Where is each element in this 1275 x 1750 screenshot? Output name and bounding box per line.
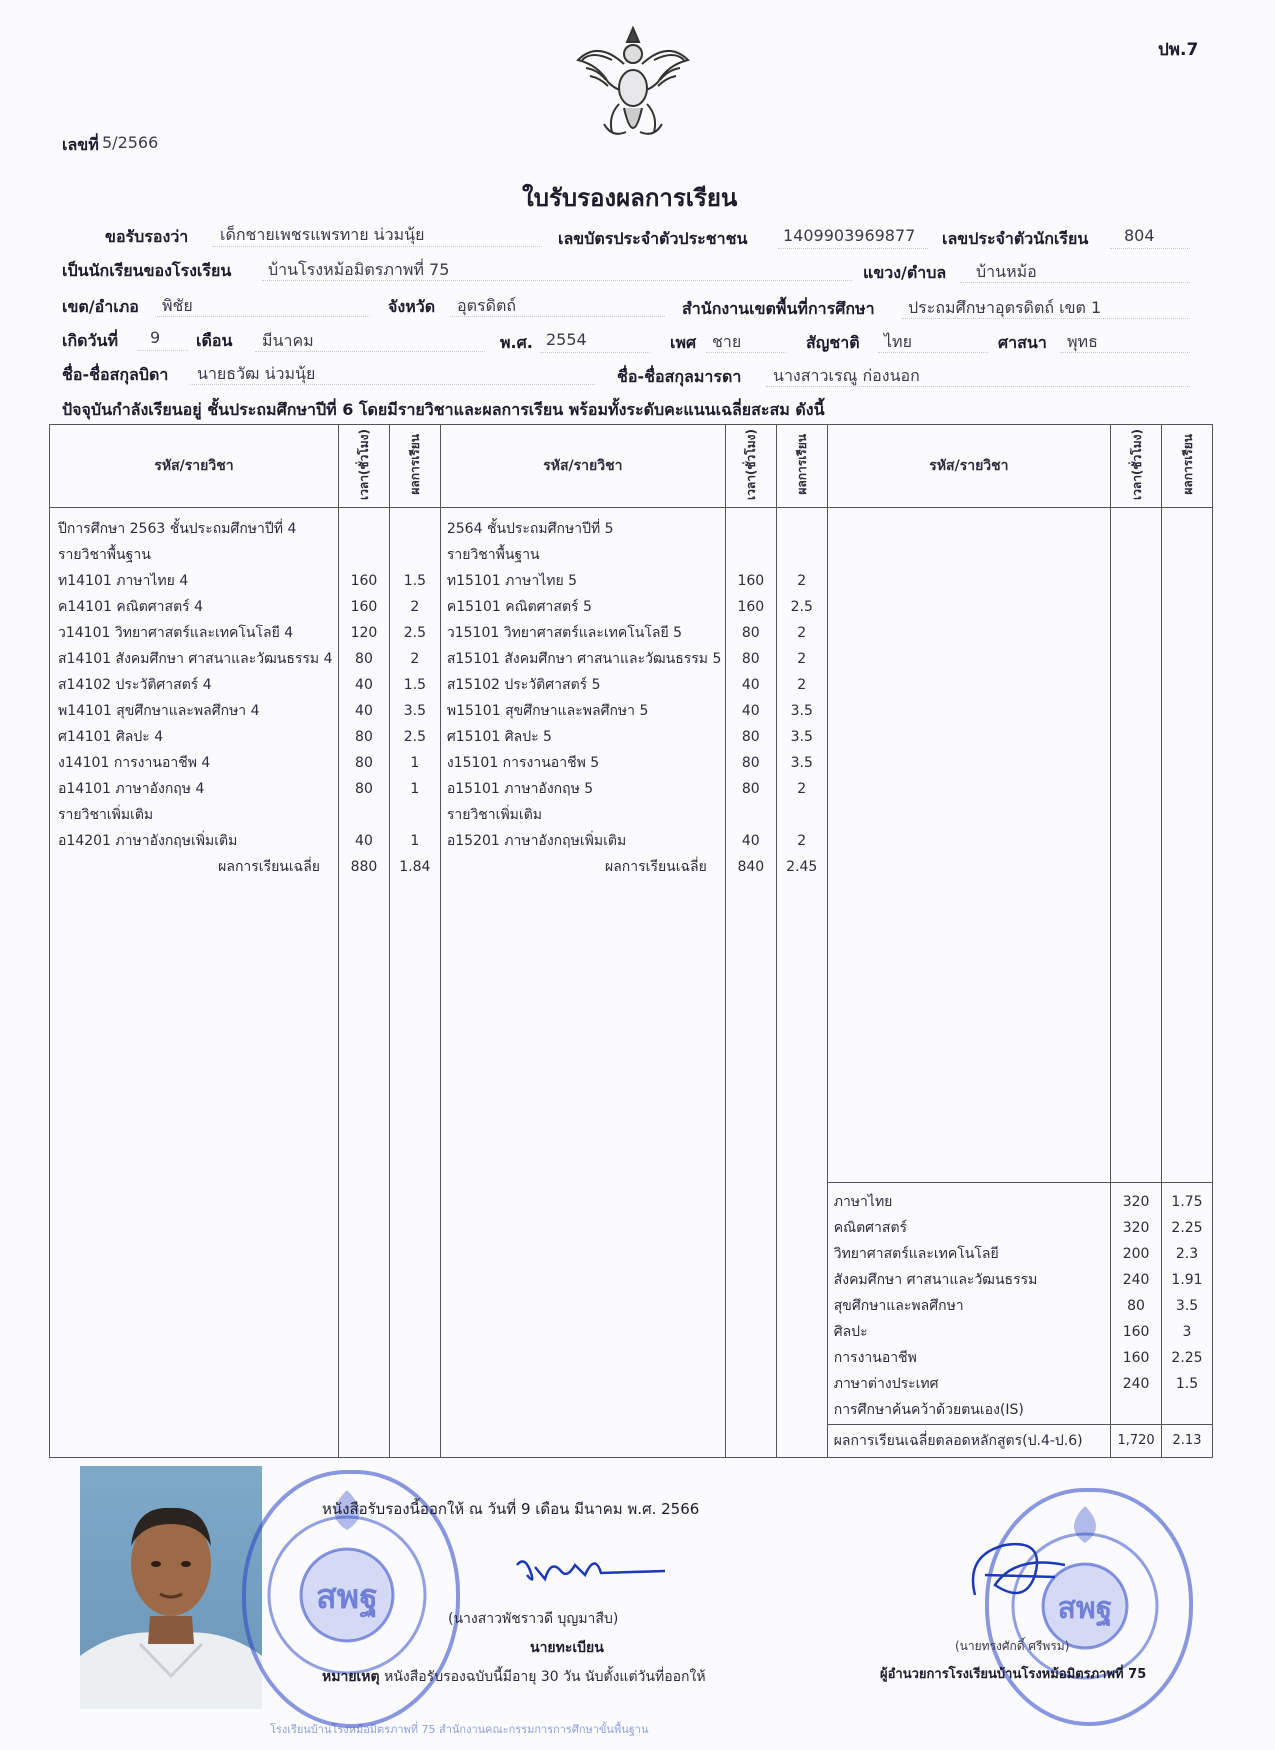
table-row: ท14101 ภาษาไทย 4 <box>58 573 189 589</box>
doc-number: 5/2566 <box>102 133 159 152</box>
summary-subject-column <box>827 508 1110 1458</box>
nationality-label: สัญชาติ <box>806 333 860 352</box>
table-row: อ14201 ภาษาอังกฤษเพิ่มเติม <box>58 833 238 849</box>
district-label: เขต/อำเภอ <box>62 297 139 316</box>
year5-subject-column <box>440 508 725 1458</box>
year4-hours-column <box>338 508 389 1458</box>
seal-caption: โรงเรียนบ้านโรงหม้อมิตรภาพที่ 75 สำนักงานคณะกรรมการการศึกษาขั้นพื้นฐาน <box>270 1723 649 1736</box>
summary-hours-column <box>1111 508 1162 1458</box>
table-row: ศ14101 ศิลปะ 4 <box>58 729 164 745</box>
hours-cell: 160 <box>737 573 765 589</box>
year4-basic-label: รายวิชาพื้นฐาน <box>58 547 151 563</box>
grade-cell: 2 <box>797 651 807 667</box>
summary-row: ภาษาไทย <box>833 1194 893 1210</box>
father-name: นายธวัฒ น่วมนุ้ย <box>197 364 316 383</box>
office-label: สำนักงานเขตพื้นที่การศึกษา <box>682 299 875 318</box>
issued-statement: หนังสือรับรองนี้ออกให้ ณ วันที่ 9 เดือน มีนาคม พ.ศ. 2566 <box>322 1500 700 1518</box>
grade-cell: 3.5 <box>790 729 813 745</box>
table-row: พ14101 สุขศึกษาและพลศึกษา 4 <box>58 703 260 719</box>
hours-cell: 160 <box>737 599 765 615</box>
summary-row: ศิลปะ <box>833 1324 868 1340</box>
director-title: ผู้อำนวยการโรงเรียนบ้านโรงหม้อมิตรภาพที่ 75 <box>880 1667 1147 1682</box>
grade-cell: 1 <box>410 833 420 849</box>
hours-cell: 80 <box>355 755 373 771</box>
year4-grade-column <box>389 508 440 1458</box>
grade-cell: 2.5 <box>403 625 427 641</box>
year5-total-hours: 840 <box>737 859 765 875</box>
table-row: อ15101 ภาษาอังกฤษ 5 <box>446 781 594 797</box>
grade-header: ผลการเรียน <box>776 425 827 508</box>
grade-cell: 1 <box>410 781 420 797</box>
grades-table <box>49 424 1213 1458</box>
hours-cell <box>1111 1397 1161 1423</box>
hours-cell: 80 <box>741 651 760 667</box>
table-row: ท15101 ภาษาไทย 5 <box>446 573 578 589</box>
seal-monogram: สพฐ <box>316 1577 378 1617</box>
grade-cell: 2 <box>797 573 807 589</box>
grade-cell: 2.25 <box>1171 1220 1203 1236</box>
year4-heading: ปีการศึกษา 2563 ชั้นประถมศึกษาปีที่ 4 <box>58 521 297 537</box>
overall-average-label: ผลการเรียนเฉลี่ยตลอดหลักสูตร(ป.4-ป.6) <box>828 1424 1110 1457</box>
office: ประถมศึกษาอุตรดิตถ์ เขต 1 <box>908 298 1102 317</box>
nationality: ไทย <box>884 332 912 351</box>
grade-cell: 1 <box>410 755 420 771</box>
subject-header: รหัส/รายวิชา <box>440 425 725 508</box>
grade-cell: 3.5 <box>1175 1298 1199 1314</box>
note-label: หมายเหตุ <box>322 1669 380 1685</box>
table-row: ง14101 การงานอาชีพ 4 <box>58 755 211 771</box>
hours-cell: 80 <box>355 729 373 745</box>
hours-cell: 120 <box>350 625 378 641</box>
sex-label: เพศ <box>670 333 697 352</box>
district: พิชัย <box>162 296 193 315</box>
subject-header: รหัส/รายวิชา <box>50 425 339 508</box>
grade-cell: 2 <box>797 625 807 641</box>
table-body-row <box>50 508 1213 1458</box>
grade-cell: 1.5 <box>403 677 427 693</box>
student-no-label: เลขประจำตัวนักเรียน <box>942 229 1089 248</box>
form-code: ปพ.7 <box>1158 40 1199 60</box>
grade-cell: 2 <box>797 833 807 849</box>
note-text: หนังสือรับรองฉบับนี้มีอายุ 30 วัน นับตั้งแต่วันที่ออกให้ <box>384 1669 706 1685</box>
subdistrict: บ้านหม้อ <box>976 262 1037 281</box>
subdistrict-label: แขวง/ตำบล <box>863 263 947 282</box>
year5-hours-column <box>725 508 776 1458</box>
grade-cell: 2.5 <box>403 729 427 745</box>
hours-header: เวลา(ชั่วโมง) <box>1111 425 1162 508</box>
hours-cell: 40 <box>355 833 373 849</box>
certify-label: ขอรับรองว่า <box>105 227 189 246</box>
grade-cell: 3.5 <box>403 703 427 719</box>
summary-row: สังคมศึกษา ศาสนาและวัฒนธรรม <box>833 1272 1038 1288</box>
hours-cell: 160 <box>1122 1350 1150 1366</box>
registrar-signature-icon <box>505 1545 675 1595</box>
hours-header: เวลา(ชั่วโมง) <box>725 425 776 508</box>
hours-cell: 240 <box>1122 1272 1150 1288</box>
mother-name: นางสาวเรณู ก่องนอก <box>773 366 920 385</box>
hours-cell: 160 <box>350 573 378 589</box>
grade-cell: 3.5 <box>790 703 813 719</box>
hours-cell: 80 <box>355 651 373 667</box>
summary-row: การงานอาชีพ <box>833 1350 917 1366</box>
registrar-name: (นางสาวพัชราวดี บุญมาสืบ) <box>448 1611 619 1627</box>
hours-cell: 80 <box>741 781 760 797</box>
table-row: ส15102 ประวัติศาสตร์ 5 <box>446 677 601 693</box>
table-row: ค15101 คณิตศาสตร์ 5 <box>446 599 592 615</box>
grade-cell: 2 <box>797 677 807 693</box>
student-no: 804 <box>1124 226 1155 245</box>
grade-cell: 2.25 <box>1171 1350 1203 1366</box>
hours-cell: 200 <box>1122 1246 1150 1262</box>
student-name: เด็กชายเพชรแพรทาย น่วมนุ้ย <box>220 225 425 244</box>
document-title: ใบรับรองผลการเรียน <box>522 184 738 212</box>
school-label: เป็นนักเรียนของโรงเรียน <box>62 261 232 280</box>
birth-day-label: เกิดวันที่ <box>62 331 119 350</box>
director-signature-icon <box>955 1525 1085 1615</box>
table-row: ค14101 คณิตศาสตร์ 4 <box>58 599 204 615</box>
mother-label: ชื่อ-ชื่อสกุลมารดา <box>617 367 742 386</box>
year4-average-grade: 1.84 <box>399 859 431 875</box>
year5-heading: 2564 ชั้นประถมศึกษาปีที่ 5 <box>446 521 614 537</box>
overall-average-grade: 2.13 <box>1162 1424 1212 1457</box>
table-row: ส14101 สังคมศึกษา ศาสนาและวัฒนธรรม 4 <box>58 651 333 667</box>
summary-groups <box>828 1182 1110 1423</box>
table-row: ส15101 สังคมศึกษา ศาสนาและวัฒนธรรม 5 <box>446 651 722 667</box>
table-row: ว15101 วิทยาศาสตร์และเทคโนโลยี 5 <box>446 625 683 641</box>
grade-header: ผลการเรียน <box>389 425 440 508</box>
hours-cell: 160 <box>1122 1324 1150 1340</box>
table-row: ง15101 การงานอาชีพ 5 <box>446 755 600 771</box>
subject-header: รหัส/รายวิชา <box>827 425 1110 508</box>
table-row: ว14101 วิทยาศาสตร์และเทคโนโลยี 4 <box>58 625 294 641</box>
hours-cell: 80 <box>741 729 760 745</box>
hours-cell: 80 <box>741 625 760 641</box>
grade-cell: 2.5 <box>790 599 813 615</box>
table-row: อ15201 ภาษาอังกฤษเพิ่มเติม <box>446 833 627 849</box>
summary-row: การศึกษาค้นคว้าด้วยตนเอง(IS) <box>833 1402 1024 1418</box>
year4-average-label: ผลการเรียนเฉลี่ย <box>218 859 320 875</box>
religion: พุทธ <box>1067 332 1098 351</box>
sex: ชาย <box>712 332 742 351</box>
grade-cell: 3.5 <box>790 755 813 771</box>
grade-cell: 1.91 <box>1171 1272 1203 1288</box>
grade-cell: 2.3 <box>1175 1246 1199 1262</box>
province-label: จังหวัด <box>388 297 436 316</box>
table-header-row <box>50 425 1213 508</box>
summary-row: คณิตศาสตร์ <box>833 1220 908 1236</box>
director-name: (นายทรงศักดิ์ ศรีพรม) <box>955 1639 1070 1653</box>
birth-year: 2554 <box>546 330 587 349</box>
grade-cell: 2 <box>797 781 807 797</box>
hours-cell: 80 <box>1127 1298 1145 1314</box>
grade-cell: 2 <box>410 651 420 667</box>
id-card-label: เลขบัตรประจำตัวประชาชน <box>558 229 748 248</box>
summary-row: สุขศึกษาและพลศึกษา <box>833 1298 964 1314</box>
hours-cell: 320 <box>1122 1220 1150 1236</box>
year5-basic-label: รายวิชาพื้นฐาน <box>446 547 540 563</box>
hours-cell: 160 <box>350 599 378 615</box>
religion-label: ศาสนา <box>998 333 1047 352</box>
summary-grade-column <box>1162 508 1213 1458</box>
birth-month: มีนาคม <box>262 331 314 350</box>
province: อุตรดิตถ์ <box>457 296 517 315</box>
summary-row: ภาษาต่างประเทศ <box>833 1376 939 1392</box>
hours-cell: 40 <box>355 677 373 693</box>
school-name: บ้านโรงหม้อมิตรภาพที่ 75 <box>268 260 450 279</box>
overall-total-hours: 1,720 <box>1111 1424 1161 1457</box>
doc-number-label: เลขที่ <box>62 135 99 154</box>
garuda-emblem-icon <box>568 20 698 150</box>
hours-cell: 40 <box>741 833 760 849</box>
table-row: พ15101 สุขศึกษาและพลศึกษา 5 <box>446 703 649 719</box>
grade-cell: 1.75 <box>1171 1194 1203 1210</box>
year4-total-hours: 880 <box>350 859 378 875</box>
hours-cell: 40 <box>355 703 373 719</box>
hours-cell: 240 <box>1122 1376 1150 1392</box>
birth-year-label: พ.ศ. <box>500 333 533 352</box>
hours-cell: 40 <box>741 677 760 693</box>
birth-month-label: เดือน <box>196 331 233 350</box>
registrar-title: นายทะเบียน <box>530 1640 604 1656</box>
year4-subject-column <box>50 508 339 1458</box>
table-row: ส14102 ประวัติศาสตร์ 4 <box>58 677 212 693</box>
table-row: ศ15101 ศิลปะ 5 <box>446 729 552 745</box>
year5-average-label: ผลการเรียนเฉลี่ย <box>605 859 707 875</box>
grade-cell: 1.5 <box>403 573 427 589</box>
hours-cell: 320 <box>1122 1194 1150 1210</box>
table-row: อ14101 ภาษาอังกฤษ 4 <box>58 781 205 797</box>
hours-cell: 80 <box>355 781 373 797</box>
grade-cell <box>1162 1397 1212 1423</box>
grade-cell: 3 <box>1182 1324 1192 1340</box>
year5-grade-column <box>776 508 827 1458</box>
seal-monogram: สพฐ <box>1057 1591 1113 1626</box>
grade-cell: 1.5 <box>1175 1376 1199 1392</box>
summary-row: วิทยาศาสตร์และเทคโนโลยี <box>833 1246 999 1262</box>
year4-extra-label: รายวิชาเพิ่มเติม <box>58 807 154 823</box>
grade-header: ผลการเรียน <box>1162 425 1213 508</box>
year5-average-grade: 2.45 <box>786 859 818 875</box>
hours-cell: 80 <box>741 755 760 771</box>
birth-day: 9 <box>150 328 161 347</box>
hours-cell: 40 <box>741 703 760 719</box>
validity-note <box>322 1666 706 1688</box>
student-photo <box>80 1466 262 1709</box>
grade-cell: 2 <box>410 599 420 615</box>
father-label: ชื่อ-ชื่อสกุลบิดา <box>62 365 169 384</box>
id-card-number: 1409903969877 <box>783 226 916 245</box>
year5-extra-label: รายวิชาเพิ่มเติม <box>446 807 543 823</box>
enrollment-statement: ปัจจุบันกำลังเรียนอยู่ ชั้นประถมศึกษาปีที่ 6 โดยมีรายวิชาและผลการเรียน พร้อมทั้งระดับคะแนนเฉลี่ยสะสม ดังนี้ <box>62 400 825 419</box>
hours-header: เวลา(ชั่วโมง) <box>338 425 389 508</box>
